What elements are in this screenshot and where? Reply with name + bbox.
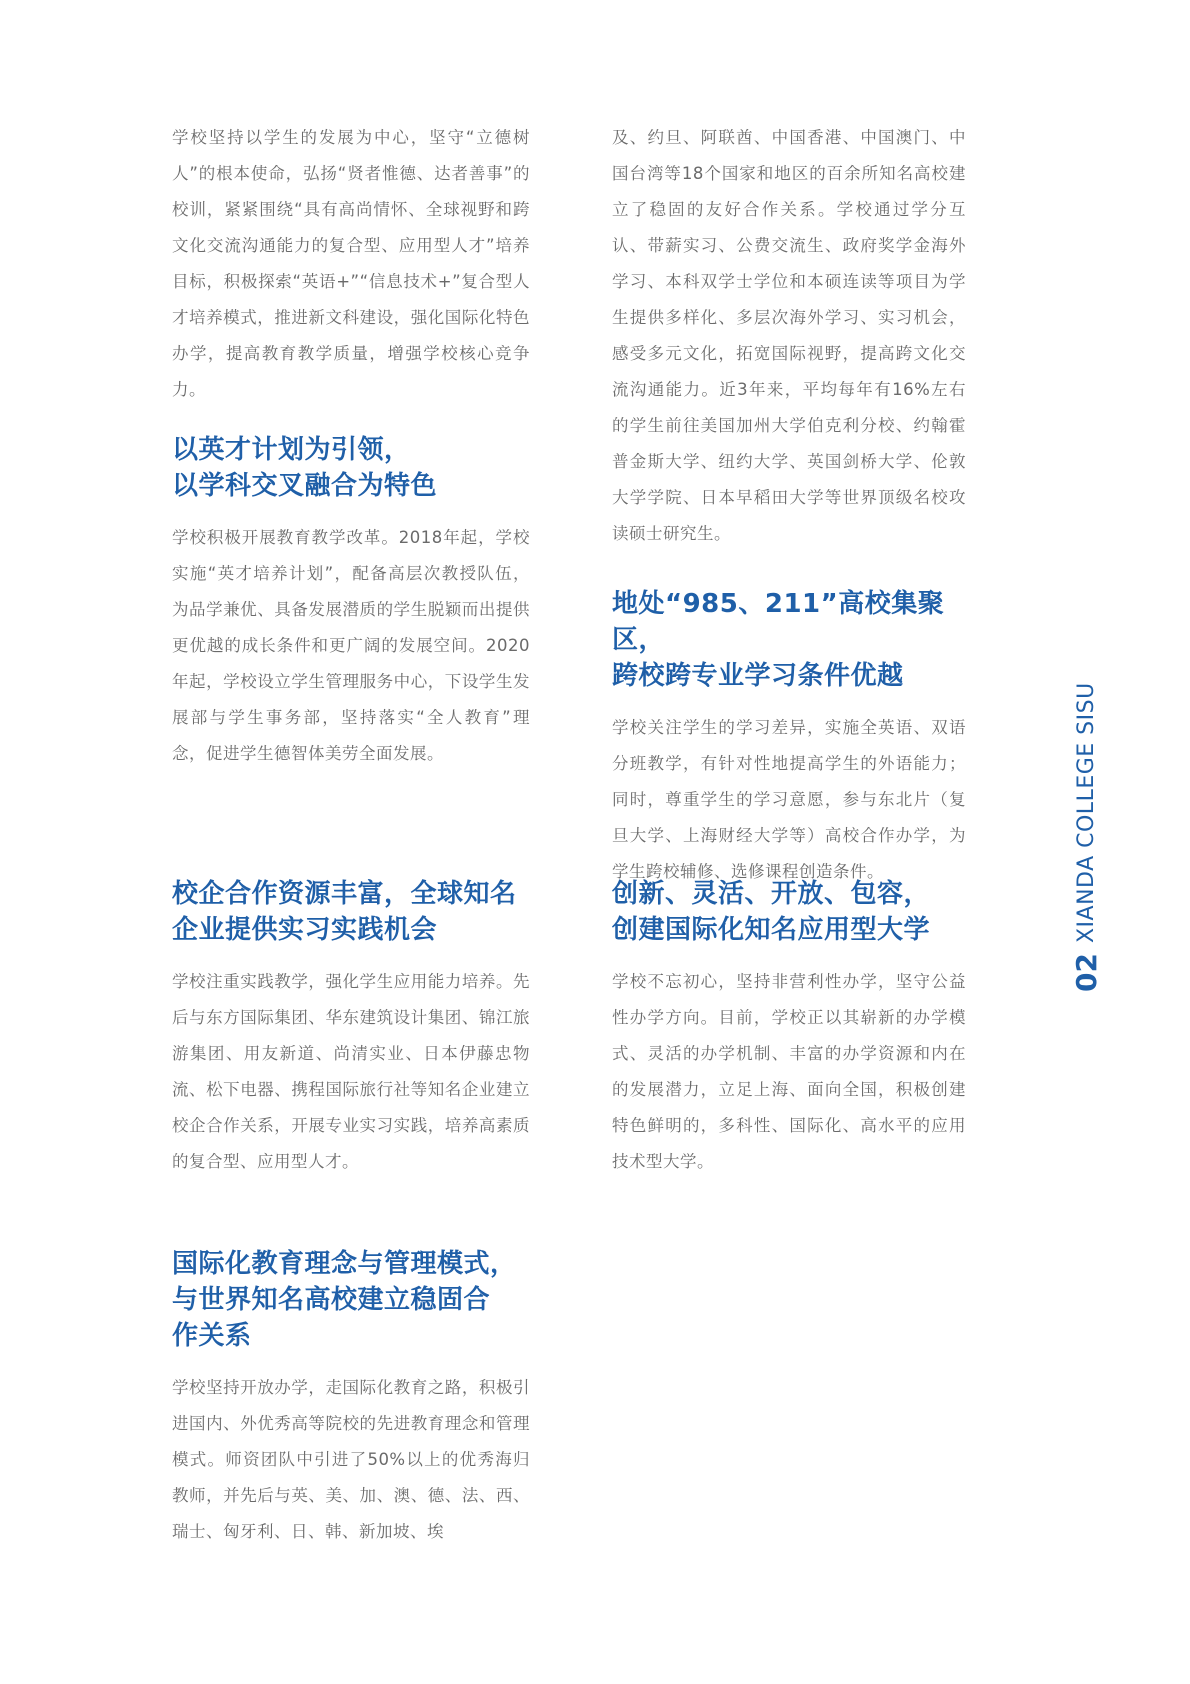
intro-paragraph: 学校坚持以学生的发展为中心，坚守“立德树人”的根本使命，弘扬“贤者惟德、达者善事”的校训，紧紧围绕“具有高尚情怀、全球视野和跨文化交流沟通能力的复合型、应用型人才”培养目标，积极探索“英语+”“信息技术+”复合型人才培养模式，推进新文科建设，强化国际化特色办学，提高教育教学质量，增强学校核心竞争力。 bbox=[172, 128, 530, 399]
section-title bbox=[172, 1246, 530, 1354]
section-title-line: 以英才计划为引领， bbox=[172, 435, 411, 465]
section-title-line: 国际化教育理念与管理模式， bbox=[172, 1249, 517, 1279]
section-title-line: 创新、灵活、开放、包容， bbox=[612, 879, 931, 909]
section-title bbox=[612, 876, 966, 948]
continued-paragraph: 及、约旦、阿联酋、中国香港、中国澳门、中国台湾等18个国家和地区的百余所知名高校建立了稳固的友好合作关系。学校通过学分互认、带薪实习、公费交流生、政府奖学金海外学习、本科双学士学位和本硕连读等项目为学生提供多样化、多层次海外学习、实习机会，感受多元文化，拓宽国际视野，提高跨文化交流沟通能力。近3年来，平均每年有16%左右的学生前往美国加州大学伯克利分校、约翰霍普金斯大学、纽约大学、英国剑桥大学、伦敦大学学院、日本早稻田大学等世界顶级名校攻读硕士研究生。 bbox=[612, 128, 966, 543]
section-title-line: 地处“985、211”高校集聚区， bbox=[612, 589, 945, 655]
section-international-education bbox=[172, 1246, 530, 1550]
section-title-line: 创建国际化知名应用型大学 bbox=[612, 915, 931, 945]
section-title-line: 校企合作资源丰富，全球知名 bbox=[172, 879, 517, 909]
section-title-line: 与世界知名高校建立稳固合 bbox=[172, 1285, 491, 1315]
section-title-line: 作关系 bbox=[172, 1321, 252, 1351]
section-body: 学校关注学生的学习差异，实施全英语、双语分班教学，有针对性地提高学生的外语能力；同时，尊重学生的学习意愿，参与东北片（复旦大学、上海财经大学等）高校合作办学，为学生跨校辅修、选修课程创造条件。 bbox=[612, 718, 966, 881]
section-enterprise-cooperation bbox=[172, 876, 530, 1180]
section-title bbox=[612, 586, 966, 694]
vertical-side-label bbox=[1066, 682, 1106, 992]
section-body: 学校坚持开放办学，走国际化教育之路，积极引进国内、外优秀高等院校的先进教育理念和管理模式。师资团队中引进了50%以上的优秀海归教师，并先后与英、美、加、澳、德、法、西、瑞士、匈牙利、日、韩、新加坡、埃 bbox=[172, 1378, 530, 1541]
section-body: 学校不忘初心，坚持非营利性办学，坚守公益性办学方向。目前，学校正以其崭新的办学模式、灵活的办学机制、丰富的办学资源和内在的发展潜力，立足上海、面向全国，积极创建特色鲜明的，多科性、国际化、高水平的应用技术型大学。 bbox=[612, 972, 966, 1171]
section-title-line: 企业提供实习实践机会 bbox=[172, 915, 438, 945]
section-body: 学校注重实践教学，强化学生应用能力培养。先后与东方国际集团、华东建筑设计集团、锦江旅游集团、用友新道、尚清实业、日本伊藤忠物流、松下电器、携程国际旅行社等知名企业建立校企合作关系，开展专业实习实践，培养高素质的复合型、应用型人才。 bbox=[172, 972, 530, 1171]
section-title-line: 跨校跨专业学习条件优越 bbox=[612, 661, 904, 691]
section-body: 学校积极开展教育教学改革。2018年起，学校实施“英才培养计划”，配备高层次教授队伍，为品学兼优、具备发展潜质的学生脱颖而出提供更优越的成长条件和更广阔的发展空间。2020年起，学校设立学生管理服务中心，下设学生发展部与学生事务部，坚持落实“全人教育”理念，促进学生德智体美劳全面发展。 bbox=[172, 528, 530, 763]
page-number: 02 bbox=[1069, 953, 1103, 992]
section-innovation bbox=[612, 876, 966, 1180]
intro-block bbox=[172, 120, 530, 408]
section-title-line: 以学科交叉融合为特色 bbox=[172, 471, 438, 501]
section-title bbox=[172, 432, 530, 504]
college-name-label: XIANDA COLLEGE SISU bbox=[1073, 682, 1099, 944]
section-talent-plan bbox=[172, 432, 530, 772]
continued-block bbox=[612, 120, 966, 552]
section-title bbox=[172, 876, 530, 948]
section-university-cluster bbox=[612, 586, 966, 890]
